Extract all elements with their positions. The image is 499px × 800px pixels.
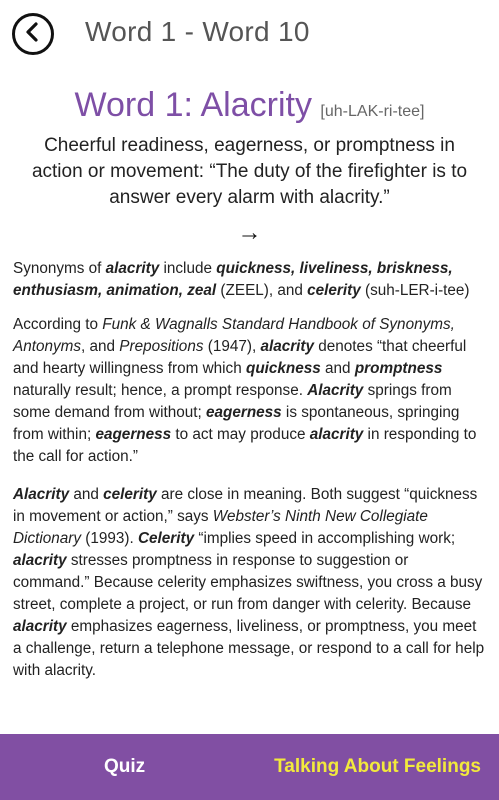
next-topic-button[interactable]: Talking About Feelings (274, 756, 481, 777)
paragraph-celerity: Alacrity and celerity are close in meaning. Both suggest “quickness in movement or action,” says Webster’s Ninth New Collegiate Dictionary (1993). Celerity “implies speed in accomplishing work; alacrity stresses promptness in response to suggestion or command.” Because celerity emphasizes swiftness, you cross a busy street, complete a project, or run from danger with celerity. Because alacrity emphasizes eagerness, liveliness, or promptness, you meet a challenge, return a telephone message, or respond to a call for help with alacrity. (13, 486, 485, 679)
word-heading (0, 86, 499, 125)
paragraph-funk-wagnalls: According to Funk & Wagnalls Standard Handbook of Synonyms, Antonyms, and Prepositions (1947), alacrity denotes “that cheerful and hearty willingness from which quickness and promptness naturally result; hence, a prompt response. Alacrity springs from some demand from without; eagerness is spontaneous, springing from within; eagerness to act may produce alacrity in responding to the call for action.” (13, 316, 477, 465)
article-body (13, 258, 489, 694)
bottom-nav-bar (0, 734, 499, 800)
quiz-button[interactable]: Quiz (104, 756, 146, 777)
arrow-right-icon: → (237, 219, 262, 246)
paragraph-synonyms: Synonyms of alacrity include quickness, liveliness, briskness, enthusiasm, animation, zeal (ZEEL), and celerity (suh-LER-i-tee) (13, 260, 470, 299)
word-definition: Cheerful readiness, eagerness, or promptness in action or movement: “The duty of the firefighter is to answer every alarm with alacrity.” (31, 135, 468, 208)
back-button[interactable] (12, 13, 54, 55)
header-bar (0, 0, 499, 70)
page-title: Word 1 - Word 10 (85, 16, 310, 47)
pronunciation: [uh-LAK-ri-tee] (320, 103, 425, 120)
word-title: Word 1: Alacrity (74, 86, 312, 124)
chevron-left-icon (22, 21, 44, 48)
